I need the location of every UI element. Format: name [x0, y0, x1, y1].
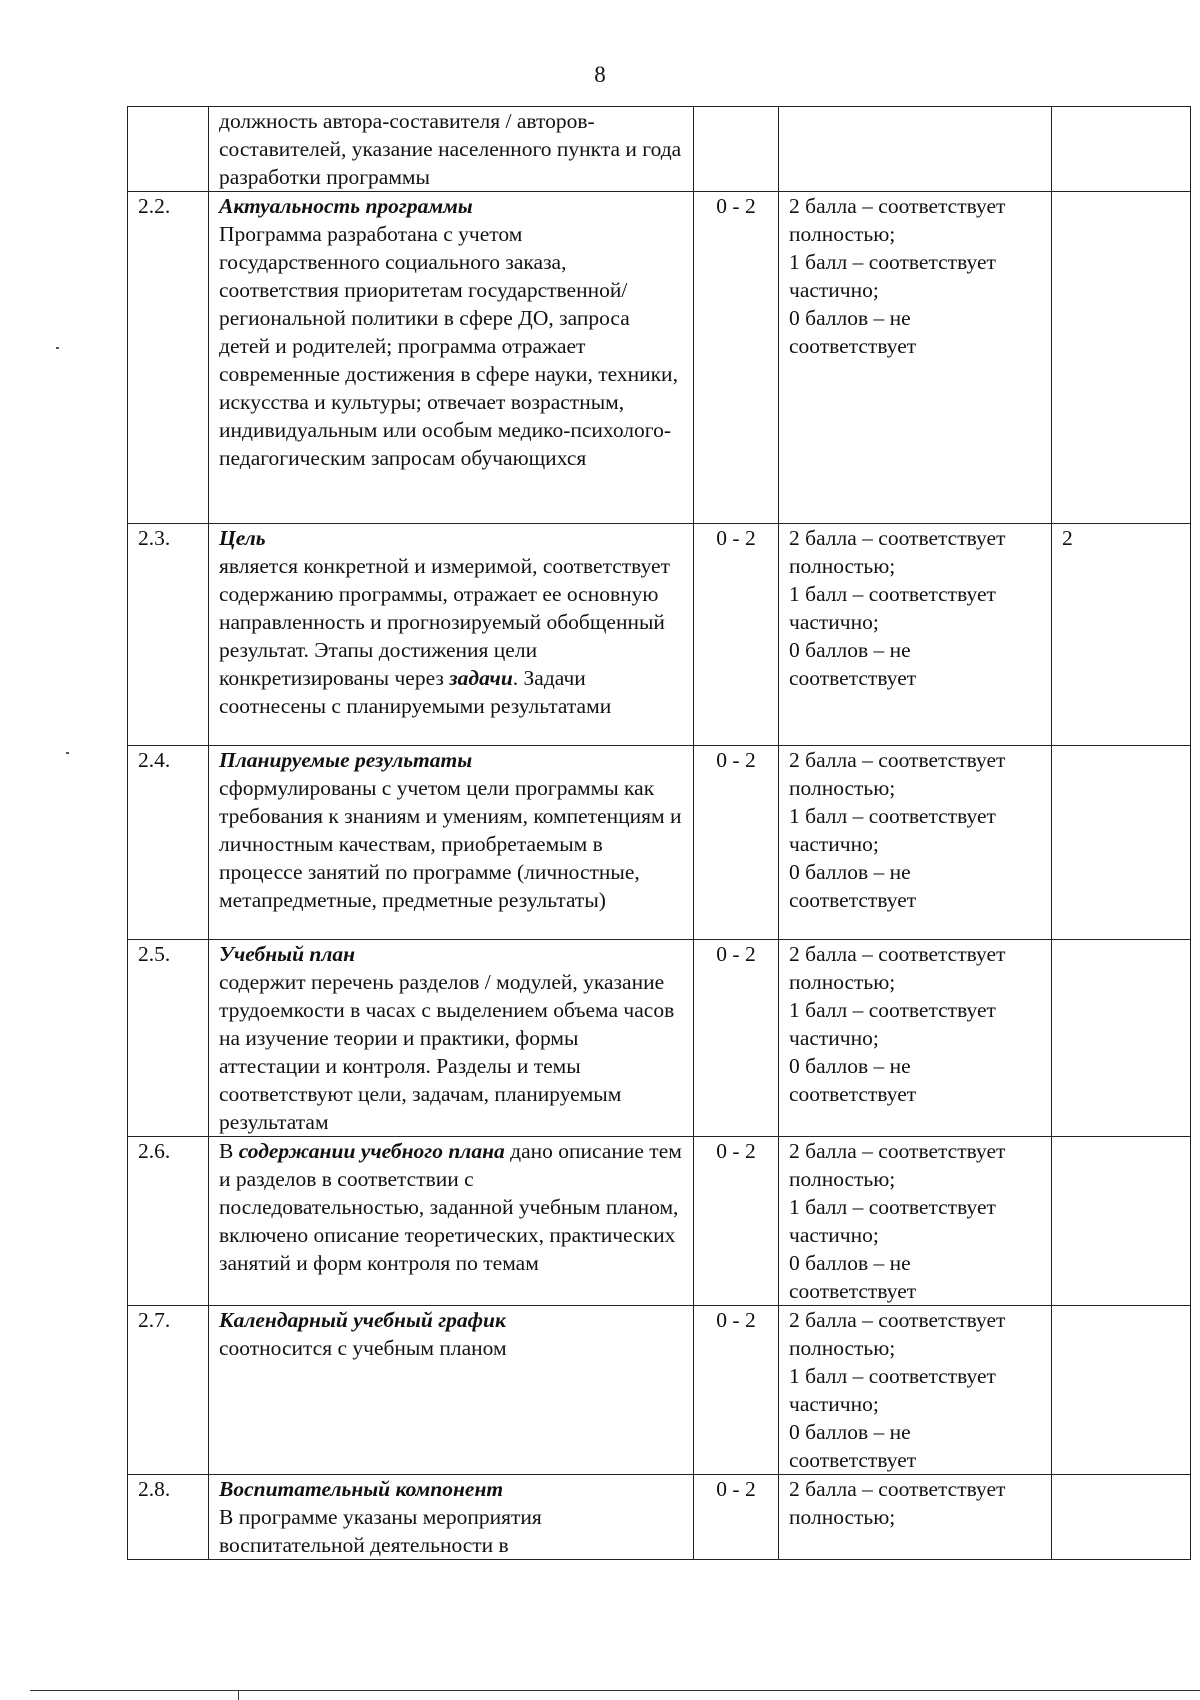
- scoring-scale-item: 2 балла – соответствует полностью;: [789, 1477, 1006, 1529]
- row-number-cell: [128, 107, 209, 192]
- assigned-score: 2: [1062, 526, 1073, 550]
- criterion-text: В программе указаны мероприятия воспитательной деятельности в: [219, 1505, 542, 1557]
- assigned-score-cell: [1052, 940, 1191, 1137]
- scoring-scale-item: 1 балл – соответствует частично;: [789, 582, 996, 634]
- scoring-scale-item: 0 баллов – не соответствует: [789, 860, 917, 912]
- table-row: [128, 192, 1191, 524]
- scoring-scale-cell: [779, 107, 1052, 192]
- table-row: [128, 1306, 1191, 1475]
- criterion-cell: [209, 746, 694, 940]
- score-range-cell: [694, 1306, 779, 1475]
- scoring-scale-item: 0 баллов – не соответствует: [789, 1054, 917, 1106]
- assigned-score-cell: [1052, 1475, 1191, 1560]
- criterion-title: Календарный учебный график: [219, 1308, 506, 1332]
- row-number: 2.4.: [138, 748, 171, 772]
- assigned-score-cell: [1052, 524, 1191, 746]
- row-number: 2.3.: [138, 526, 171, 550]
- scoring-scale-item: 2 балла – соответствует полностью;: [789, 942, 1006, 994]
- criterion-cell: [209, 524, 694, 746]
- criterion-title: Воспитательный компонент: [219, 1477, 504, 1501]
- assigned-score-cell: [1052, 746, 1191, 940]
- criterion-emphasis: содержании учебного плана: [238, 1139, 505, 1163]
- criterion-text: В: [219, 1139, 239, 1163]
- scoring-scale-item: 1 балл – соответствует частично;: [789, 1195, 996, 1247]
- scoring-scale-item: 1 балл – соответствует частично;: [789, 998, 996, 1050]
- criteria-table-body: [128, 107, 1191, 1560]
- row-number: 2.6.: [138, 1139, 171, 1163]
- criterion-text: . Задачи соотнесены с планируемыми результатами: [219, 666, 612, 718]
- scoring-scale-item: 1 балл – соответствует частично;: [789, 1364, 996, 1416]
- criterion-cell: [209, 1137, 694, 1306]
- scoring-scale-cell: [779, 524, 1052, 746]
- score-range-cell: [694, 1137, 779, 1306]
- criterion-text: соотносится с учебным планом: [219, 1336, 507, 1360]
- table-row: [128, 107, 1191, 192]
- page-number: 8: [594, 62, 606, 87]
- footer-rule: [30, 1690, 1200, 1691]
- score-range: 0 - 2: [716, 748, 756, 772]
- criterion-text: должность автора-составителя / авторов-составителей, указание населенного пункта и года разработки программы: [219, 109, 682, 189]
- criterion-cell: [209, 107, 694, 192]
- criterion-text: является конкретной и измеримой, соответствует содержанию программы, отражает ее основную направленность и прогнозируемый обобщенный результат. Этапы достижения цели конкретизированы через: [219, 554, 670, 690]
- criterion-cell: [209, 940, 694, 1137]
- scoring-scale-item: 0 баллов – не соответствует: [789, 306, 917, 358]
- row-number-cell: [128, 524, 209, 746]
- table-row: [128, 940, 1191, 1137]
- criterion-emphasis: задачи: [449, 666, 513, 690]
- row-number: 2.7.: [138, 1308, 171, 1332]
- scoring-scale-item: 2 балла – соответствует полностью;: [789, 748, 1006, 800]
- criterion-text: содержит перечень разделов / модулей, указание трудоемкости в часах с выделением объема часов на изучение теории и практики, формы аттестации и контроля. Разделы и темы соответствуют цели, задачам, планируемым результатам: [219, 970, 675, 1134]
- score-range-cell: [694, 524, 779, 746]
- score-range-cell: [694, 940, 779, 1137]
- scoring-scale-item: 2 балла – соответствует полностью;: [789, 194, 1006, 246]
- assigned-score-cell: [1052, 1137, 1191, 1306]
- criterion-cell: [209, 1475, 694, 1560]
- scoring-scale-cell: [779, 1475, 1052, 1560]
- table-row: [128, 524, 1191, 746]
- row-number: 2.5.: [138, 942, 171, 966]
- score-range: 0 - 2: [716, 526, 756, 550]
- criterion-text: Программа разработана с учетом государственного социального заказа, соответствия приоритетам государственной/региональной политики в сфере ДО, запроса детей и родителей; программа отражает современные достижения в сфере науки, техники, искусства и культуры; отвечает возрастным, индивидуальным или особым медико-психолого-педагогическим запросам обучающихся: [219, 222, 678, 470]
- score-range: 0 - 2: [716, 1308, 756, 1332]
- score-range-cell: [694, 1475, 779, 1560]
- criterion-text: сформулированы с учетом цели программы как требования к знаниям и умениям, компетенциям и личностным качествам, приобретаемым в процессе занятий по программе (личностные, метапредметные, предметные результаты): [219, 776, 682, 912]
- table-row: [128, 746, 1191, 940]
- assigned-score-cell: [1052, 1306, 1191, 1475]
- scoring-scale-item: 2 балла – соответствует полностью;: [789, 1139, 1006, 1191]
- table-row: [128, 1137, 1191, 1306]
- scoring-scale-item: 2 балла – соответствует полностью;: [789, 526, 1006, 578]
- scoring-scale-item: 1 балл – соответствует частично;: [789, 804, 996, 856]
- scoring-scale-cell: [779, 1137, 1052, 1306]
- scoring-scale-item: 1 балл – соответствует частично;: [789, 250, 996, 302]
- criteria-table: [127, 106, 1191, 1560]
- scoring-scale-item: 2 балла – соответствует полностью;: [789, 1308, 1006, 1360]
- criterion-title: Учебный план: [219, 942, 356, 966]
- scoring-scale-item: 0 баллов – не соответствует: [789, 1251, 917, 1303]
- score-range: 0 - 2: [716, 194, 756, 218]
- row-number-cell: [128, 1306, 209, 1475]
- row-number-cell: [128, 940, 209, 1137]
- scoring-scale-cell: [779, 1306, 1052, 1475]
- row-number: 2.2.: [138, 194, 171, 218]
- scoring-scale-cell: [779, 192, 1052, 524]
- criterion-cell: [209, 1306, 694, 1475]
- scoring-scale-item: 0 баллов – не соответствует: [789, 1420, 917, 1472]
- criterion-title: Актуальность программы: [219, 194, 473, 218]
- criterion-title: Планируемые результаты: [219, 748, 473, 772]
- scoring-scale-item: 0 баллов – не соответствует: [789, 638, 917, 690]
- score-range-cell: [694, 107, 779, 192]
- row-number-cell: [128, 746, 209, 940]
- table-row: [128, 1475, 1191, 1560]
- assigned-score-cell: [1052, 192, 1191, 524]
- row-number-cell: [128, 192, 209, 524]
- score-range: 0 - 2: [716, 1477, 756, 1501]
- criterion-cell: [209, 192, 694, 524]
- criterion-text: дано описание тем и разделов в соответствии с последовательностью, заданной учебным планом, включено описание теоретических, практических занятий и форм контроля по темам: [219, 1139, 682, 1275]
- scan-speck: [56, 347, 59, 349]
- scoring-scale-cell: [779, 940, 1052, 1137]
- scoring-scale-cell: [779, 746, 1052, 940]
- criterion-title: Цель: [219, 526, 266, 550]
- score-range-cell: [694, 746, 779, 940]
- row-number-cell: [128, 1475, 209, 1560]
- assigned-score-cell: [1052, 107, 1191, 192]
- score-range: 0 - 2: [716, 1139, 756, 1163]
- scan-speck: [66, 752, 69, 754]
- footer-tick: [238, 1690, 239, 1700]
- row-number-cell: [128, 1137, 209, 1306]
- score-range-cell: [694, 192, 779, 524]
- row-number: 2.8.: [138, 1477, 171, 1501]
- score-range: 0 - 2: [716, 942, 756, 966]
